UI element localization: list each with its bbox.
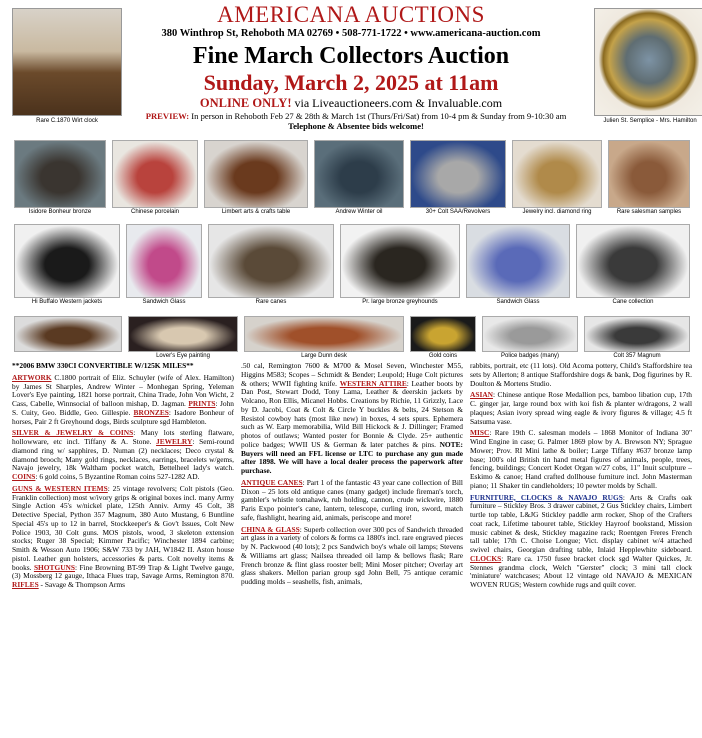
photo-tile[interactable] — [340, 224, 460, 305]
photo-image — [208, 224, 334, 298]
photo-caption: Jewelry incl. diamond ring — [522, 209, 592, 215]
section-heading: CHINA & GLASS — [241, 524, 300, 534]
section-heading: JEWELRY — [156, 437, 193, 446]
photo-tile[interactable] — [576, 224, 690, 305]
section-text: : Part 1 of the fantastic 43 year cane collection of Bill Dixon – 25 lots old antique canes (many gadget) include fireman's torch, gambler's whistle tomahawk, rub holding, cannon, crude wickwire, 1880 Paris Expo pointer's cane, lantern, telescope, curling iron, sword, match safe, flashlight, hearing aid, animals, periscope and more! — [241, 477, 463, 522]
photo-image — [14, 316, 122, 352]
photo-image — [204, 140, 308, 208]
section-heading: FURNITURE, CLOCKS & NAVAJO RUGS — [470, 492, 623, 502]
section-text: : Fine Browning BT-99 Trap & Light Twelve gauge, (3) Mossberg 12 gauge, Ithaca Flues trap, Savage Arms, Remington 870. — [12, 562, 234, 581]
guns-continued — [241, 362, 463, 476]
photo-caption: Rare salesman samples — [616, 209, 682, 215]
photo-image — [410, 316, 476, 352]
online-only-label: ONLINE ONLY! — [199, 96, 292, 110]
photo-tile[interactable] — [204, 140, 308, 215]
photo-tile[interactable] — [128, 316, 238, 359]
bracket-clock-caption: Rare C.1870 Wirt clock — [36, 118, 98, 124]
bids-welcome: Telephone & Absentee bids welcome! — [288, 121, 424, 131]
section-text: : Semi-round diamond ring w/ sapphires, D. Numan (2) necklaces; Deco crystal & diamond brooch; Many gold rings, necklaces, earrings, bracelets w/gems, Navajo jewelry, 18k Waltham pocket watch, Bettelheel lady's watch. — [12, 437, 234, 473]
section-text: : 6 gold coins, 5 Byzantine Roman coins 527-1282 AD. — [35, 472, 200, 481]
photo-image — [126, 224, 202, 298]
photo-image — [112, 140, 198, 208]
section-heading: COINS — [12, 472, 36, 481]
photo-tile[interactable] — [208, 224, 334, 305]
guns-section — [12, 485, 234, 590]
portrait-caption: Julien St. Semplice - Mrs. Hamilton — [603, 118, 697, 124]
photo-image — [466, 224, 570, 298]
section-heading: ASIAN — [470, 390, 493, 400]
photo-row-1 — [0, 140, 702, 218]
description-column-1 — [12, 362, 234, 738]
section-text: .50 cal, Remington 7600 & M700 & Mosel Seven, Winchester M55, Higgins M583; Scopes – Schmidt & Bender; Leupold; Huge Colt pictures & others; WWII fighting knife. — [241, 362, 463, 388]
photo-caption: Large Dunn desk — [301, 353, 347, 359]
photo-tile[interactable] — [482, 316, 578, 359]
section-heading: BRONZES — [133, 407, 169, 417]
photo-caption: 30+ Colt SAA/Revolvers — [425, 209, 491, 215]
photo-image — [512, 140, 602, 208]
photo-caption: Isidore Bonheur bronze — [28, 209, 92, 215]
photo-tile[interactable] — [584, 316, 690, 359]
auction-date: Sunday, March 2, 2025 at 11am — [203, 70, 499, 95]
silver-section — [12, 429, 234, 482]
photo-caption: Sandwich Glass — [496, 299, 540, 305]
brand-title: AMERICANA AUCTIONS — [217, 2, 485, 27]
furniture-section — [470, 494, 692, 590]
section-text: : Arts & Crafts oak furniture – Stickley Bros. 3 drawer cabinet, 2 Gus Stickley chairs, Limbert turtle top table, L&JG Stickley paddle arm rocker, Shop of the Crafters coat rack, Lifetime tabouret table, Stickley Hayroof bookstand, Mission music cabinet & desk, Stickley magazine rack; Roentgen Freres French tall table; 17th C. Choise Longue; Vict. display cabinet w/4 attached swivel chairs, Georgian drafting table, Inlaid Hepplewhite sideboard. — [470, 492, 692, 554]
photo-image — [608, 140, 690, 208]
photo-caption: Lover's Eye painting — [156, 353, 210, 359]
photo-image — [482, 316, 578, 352]
section-text: C.1800 portrait of Eliz. Schuyler (wife of Alex. Hamilton) by James St Sharples, Andrew Winter – Monhegan Spring, Yeleman Lover's Eye painting, 1821 horse portrait, China Trade, John Von Wicht, 2 Cass, Cabelle, Winnsocial of balloon mishap, D. Jagman. — [12, 372, 234, 408]
section-heading: SILVER & JEWELRY & COINS — [12, 428, 134, 438]
section-text: : Isadore Bonheur of horses, Pair 2 ft Greyhound dogs, Birds sculpture sgd Hambleton. — [12, 407, 234, 426]
section-heading: MISC — [470, 428, 490, 438]
photo-tile[interactable] — [14, 140, 106, 215]
photo-tile[interactable] — [410, 316, 476, 359]
photo-caption: Cane collection — [612, 299, 654, 305]
section-heading: ANTIQUE CANES — [241, 477, 303, 487]
portrait-painting-photo — [594, 8, 702, 116]
photo-caption: Pr. large bronze greyhounds — [362, 299, 438, 305]
online-platforms: via Liveauctioneers.com & Invaluable.com — [291, 96, 503, 110]
section-heading: ARTWORK — [12, 372, 52, 382]
photo-tile[interactable] — [112, 140, 198, 215]
section-text: : Chinese antique Rose Medallion pcs, bamboo libation cup, 17th C. ginger jar, large round box with koi fish & planter w/dragons, 2 wall plaques; Asian ivory spread wing eagle & ivory figures & village; 4.5 ft Satsuma vase. — [470, 390, 692, 426]
description-column-2 — [241, 362, 463, 738]
photo-tile[interactable] — [14, 316, 122, 352]
photo-image — [410, 140, 506, 208]
section-text: rabbits, portrait, etc (11 lots). Old Acoma pottery, Child's Staffordshire tea sets by Allerton; 8 antique Staffordshire dogs & bank, Dog figurines by R. Doulton & Mortens Studio. — [470, 362, 692, 388]
section-heading: SHOTGUNS — [33, 562, 76, 572]
photo-caption: Colt 357 Magnum — [613, 353, 661, 359]
featured-car: **2006 BMW 330CI CONVERTIBLE W/125K MILES** — [12, 362, 194, 370]
canes-section — [241, 479, 463, 523]
section-text: : Rare ca. 1750 fusee bracket clock sgd Walter Quickes, Jr. Stennes grandma clock, Welch "Gerster" clock; 3 mini tall clock 'miniature' watchcases; About 12 vintage old NAVAJO & MEXICAN WOVEN RUGS; Western cowhide rugs and quilt cover. — [470, 553, 692, 589]
photo-tile[interactable] — [512, 140, 602, 215]
photo-tile[interactable] — [244, 316, 404, 359]
photo-tile[interactable] — [314, 140, 404, 215]
auction-description — [12, 362, 692, 738]
contact-address: 380 Winthrop St, Rehoboth MA 02769 • 508-771-1722 • www.americana-auction.com — [161, 28, 541, 39]
section-text: : Leather boots by Dan Post, Stewart Dodd, Tony Lama, Leather & deerskin jackets by Volcano, Ron Ellis, Micanel Hobbs. Creations by Richie, 11 Grizzly, Lace by D. Jacobi, Coat & Colt & Circle Y buckles & belts, 24 Stetson & Resistol cowboy hats (most like new) in boxes, 4 sets spurs. Ephemera such as W. Earp memorabilia, Wild Bill Hickock & J. Dillinger; Framed photos of outlaws; Wanted poster for Bonnie & Clyde. 25+ authentic police badges; WWII US & German & later patches & pins. — [241, 378, 463, 449]
bracket-clock-photo — [12, 8, 122, 116]
artwork-section — [12, 374, 234, 427]
section-heading: PRINTS — [188, 399, 216, 408]
photo-caption: Police badges (many) — [500, 353, 560, 359]
photo-caption: Sandwich Glass — [142, 299, 186, 305]
section-text: : Rare 19th C. salesman models – 1868 Monitor of Indiana 30" Wind Engine in case; G. Palmer 1869 plow by A. Brewson NY; Sprague Mower; Prov. RI Mini lathe & boiler; Large Tiffany #637 bronze lamp base; 100's old British tin hand metal figures of animals, people, trees, fencing, buildings; Concert Kodet Organ w/27 cobs, 11" Inuit sculpture – Eskimo & canoe; Hand crafted dollhouse furniture incl. John Masterman piano; 11 Shaker tin candleholders; 10 pewter molds by Schall. — [470, 428, 692, 490]
auction-title: Fine March Collectors Auction — [192, 43, 510, 69]
preview-info — [130, 111, 582, 131]
china-continued — [470, 362, 692, 388]
photo-tile[interactable] — [608, 140, 690, 215]
photo-image — [14, 140, 106, 208]
photo-image — [340, 224, 460, 298]
photo-image — [244, 316, 404, 352]
photo-tile[interactable] — [410, 140, 506, 215]
section-text: : 25 vintage revolvers; Colt pistols (Geo. Franklin collection) most w/ivory grips & original boxes incl. many Army Single Action 45's w/nickel plate, 125th Anniv. Army 45 Colt, 38 Detective Special, Python 357 Magnum, 380 Auto Mustang, 6 Buntline Special 45's up to 12 in barrel, Stockkeeper's & Gov't Issues, Colt New Police 1903, 30 Colt guns. MOS pistols, wood, 3 skeleton extension stocks; Ruger 38 Special; Kimmer Pacific; Winchester 1894 carbine; Smith & Wesson Auto 1906; S&W 733 by JAH, W1842 II. Aston house pistol. Leather gun holsters, accessories & parts. Colt novelty items & books. — [12, 483, 234, 572]
section-heading: RIFLES — [12, 580, 39, 589]
auction-header — [0, 0, 702, 136]
photo-caption: Rare canes — [255, 299, 287, 305]
photo-caption: Andrew Winter oil — [335, 209, 383, 215]
china-section — [241, 526, 463, 587]
section-heading: GUNS & WESTERN ITEMS — [12, 483, 108, 493]
asian-section — [470, 391, 692, 426]
photo-image — [576, 224, 690, 298]
photo-tile[interactable] — [466, 224, 570, 305]
preview-label: PREVIEW: — [145, 111, 190, 121]
section-heading: CLOCKS — [470, 553, 502, 563]
preview-text: In person in Rehoboth Feb 27 & 28th & March 1st (Thurs/Fri/Sat) from 10-4 pm & Sunday from 9-10:30 am — [189, 111, 567, 121]
photo-row-2 — [0, 224, 702, 308]
photo-caption: Gold coins — [428, 353, 458, 359]
misc-section — [470, 429, 692, 490]
photo-tile[interactable] — [14, 224, 120, 305]
ffl-note: NOTE: Buyers will need an FFL license or LTC to purchase any gun made after 1898. We will have a local dealer process the paperwork after purchase. — [241, 439, 463, 475]
online-line — [130, 96, 572, 111]
photo-tile[interactable] — [126, 224, 202, 305]
section-text: : Many lots sterling flatware, hollowware, etc incl. Tiffany & A. Stone. — [12, 428, 234, 446]
section-text: : John S. Cuity, Geo. Biddle, Geo. Gillespie. — [12, 399, 234, 417]
photo-row-3b — [0, 316, 702, 360]
photo-caption: Hi Buffalo Western jackets — [31, 299, 103, 305]
section-text: - Savage & Thompson Arms — [38, 580, 125, 589]
photo-image — [584, 316, 690, 352]
photo-caption: Chinese porcelain — [130, 209, 180, 215]
section-heading: WESTERN ATTIRE — [339, 378, 407, 388]
section-text: : Superb collection over 300 pcs of Sandwich threaded art glass in a variety of colors & forms ca 1880's incl. rare engraved pieces by N. Packwood (40 lots); 2 pcs Sandwich boy's whale oil lamps; Stevens & Williams art glass; Nailsea threaded oil lamp & bellows flask; Rare French bronze & flint glass rooster bell; Mini Moser pitcher; Overlay art glass shakers. Mellon parian group sgd John Bell, 75 antique ceramic pudding molds – seashells, fish, animals, — [241, 524, 463, 586]
photo-image — [314, 140, 404, 208]
photo-image — [128, 316, 238, 352]
photo-image — [14, 224, 120, 298]
description-column-3 — [470, 362, 692, 738]
photo-caption: Limbert arts & crafts table — [221, 209, 291, 215]
